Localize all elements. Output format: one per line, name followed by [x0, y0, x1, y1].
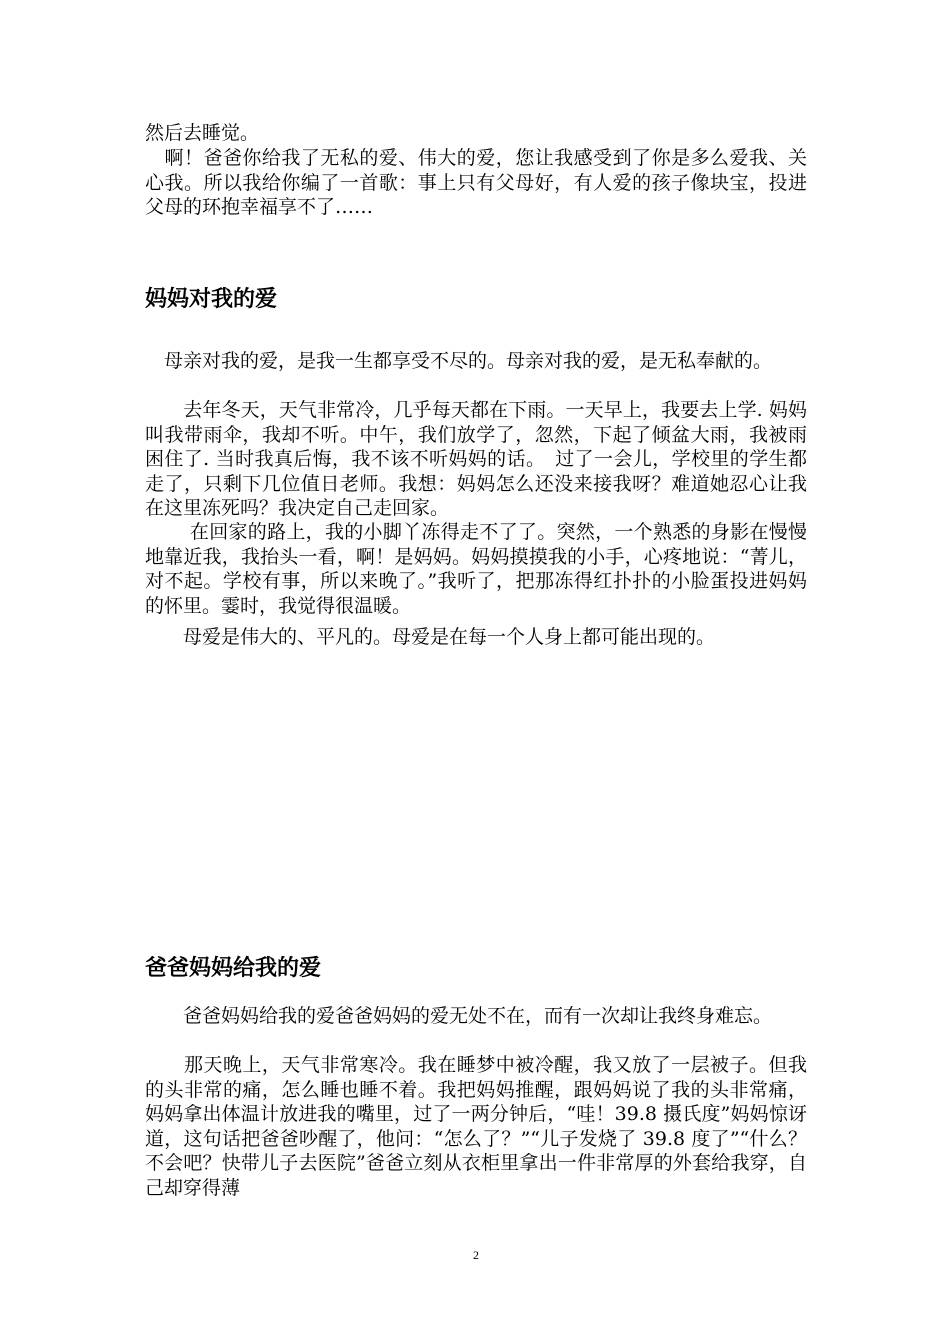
paragraph: 那天晚上，天气非常寒冷。我在睡梦中被冷醒，我又放了一层被子。但我的头非常的痛，怎么睡也睡不着。我把妈妈推醒，跟妈妈说了我的头非常痛，妈妈拿出体温计放进我的嘴里，过了一两分钟后，“哇！39.8 摄氏度”妈妈惊讶道，这句话把爸爸吵醒了，他问：“怎么了？”“儿子发烧了 39.8 度了”“什么？不会吧？快带儿子去医院”爸爸立刻从衣柜里拿出一件非常厚的外套给我穿，自己却穿得薄: [145, 1054, 807, 1199]
paragraph: 在回家的路上，我的小脚丫冻得走不了了。突然，一个熟悉的身影在慢慢地靠近我，我抬头一看，啊！是妈妈。妈妈摸摸我的小手，心疼地说：“菁儿，对不起。学校有事，所以来晚了。”我听了，把那冻得红扑扑的小脸蛋投进妈妈的怀里。霎时，我觉得很温暖。: [145, 521, 807, 617]
paragraph: 然后去睡觉。: [145, 122, 260, 144]
page-number: 2: [473, 1248, 479, 1262]
paragraph: 啊！爸爸你给我了无私的爱、伟大的爱，您让我感受到了你是多么爱我、关心我。所以我给你编了一首歌：事上只有父母好，有人爱的孩子像块宝，投进父母的环抱幸福享不了……: [145, 147, 807, 218]
paragraph: 去年冬天，天气非常冷，几乎每天都在下雨。一天早上，我要去上学. 妈妈叫我带雨伞，我却不听。中午，我们放学了，忽然，下起了倾盆大雨，我被雨困住了. 当时我真后悔，我不该不听妈妈的话。 过了一会儿，学校里的学生都走了，只剩下几位值日老师。我想：妈妈怎么还没来接我呀？难道她忍心让我在这里冻死吗？我决定自己走回家。: [145, 399, 807, 519]
section-title: 妈妈对我的爱: [145, 287, 278, 312]
paragraph: 爸爸妈妈给我的爱爸爸妈妈的爱无处不在，而有一次却让我终身难忘。: [145, 1005, 773, 1027]
paragraph: 母亲对我的爱，是我一生都享受不尽的。母亲对我的爱，是无私奉献的。: [145, 350, 773, 372]
paragraph: 母爱是伟大的、平凡的。母爱是在每一个人身上都可能出现的。: [145, 626, 716, 648]
section-title: 爸爸妈妈给我的爱: [145, 956, 322, 981]
document-page: [145, 0, 807, 1344]
